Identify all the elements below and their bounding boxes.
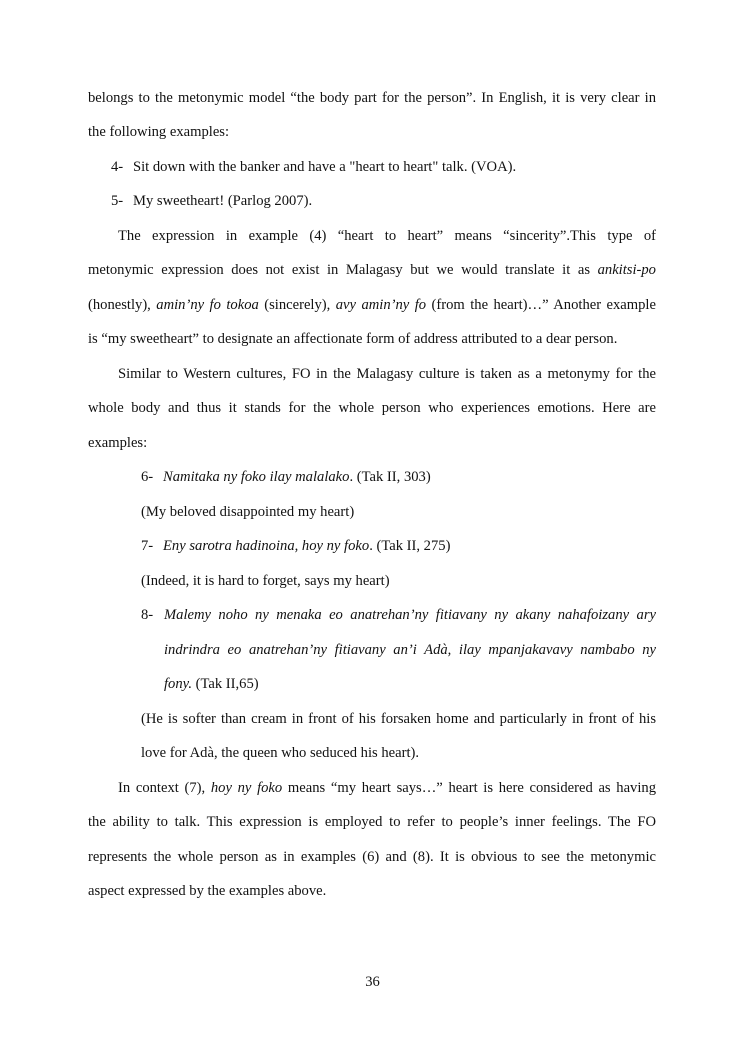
example-8-citation: (Tak II,65): [195, 676, 259, 692]
example-8-number-label: 8-: [141, 607, 154, 623]
example-5-text: My sweetheart! (Parlog 2007).: [133, 193, 313, 209]
example-6-citation: . (Tak II, 303): [349, 469, 431, 485]
example-4-number: 4-: [111, 159, 124, 175]
paragraph-2-line-3-text-a: (honestly),: [88, 297, 151, 313]
example-6-number: 6-: [141, 469, 154, 485]
paragraph-4-line-1: [118, 779, 656, 797]
paragraph-2-line-3-text-c: (from the heart)…” Another example: [431, 297, 656, 313]
paragraph-3-line-2: whole body and thus it stands for the whole person who experiences emotions. Here are: [88, 400, 656, 416]
page-number: 36: [365, 974, 380, 990]
paragraph-2-line-3: [88, 296, 656, 314]
example-8-line-3: [164, 675, 259, 693]
example-4: [111, 158, 516, 176]
paragraph-4-line-4: aspect expressed by the examples above.: [88, 883, 327, 899]
example-8-line-1: [164, 606, 656, 624]
example-6-malagasy: Namitaka ny foko ilay malalako: [163, 469, 350, 485]
example-8-malagasy-line-3: fony.: [164, 676, 192, 692]
malagasy-term-hoy-ny-foko: hoy ny foko: [210, 780, 283, 796]
example-5-number: 5-: [111, 193, 124, 209]
example-8-malagasy-line-2: indrindra eo anatrehan’ny fitiavany an’i Adà, ilay mpanjakavavy nambabo ny: [164, 642, 656, 658]
paragraph-2-line-3-text-b: (sincerely),: [264, 297, 331, 313]
example-7-citation: . (Tak II, 275): [369, 538, 451, 554]
paragraph-2-line-4: is “my sweetheart” to designate an affectionate form of address attributed to a dear person.: [88, 331, 618, 347]
paragraph-4-line-1-text-a: In context (7),: [118, 780, 206, 796]
example-8-number: [141, 606, 163, 624]
paragraph-2-line-1: The expression in example (4) “heart to heart” means “sincerity”.This type of: [118, 228, 656, 244]
paragraph-2-line-2: [88, 261, 656, 279]
paragraph-4-line-2: the ability to talk. This expression is employed to refer to people’s inner feelings. The FO: [88, 814, 656, 830]
malagasy-term-ankitsi-po: ankitsi-po: [597, 262, 656, 278]
paragraph-2-line-2-text: metonymic expression does not exist in Malagasy but we would translate it as: [88, 262, 591, 278]
example-7-malagasy: Eny sarotra hadinoina, hoy ny foko: [163, 538, 370, 554]
paragraph-1-line-1: belongs to the metonymic model “the body part for the person”. In English, it is very clear in: [88, 90, 656, 106]
paragraph-1-line-2: the following examples:: [88, 124, 230, 140]
example-8-translation-line-2: love for Adà, the queen who seduced his heart).: [141, 745, 420, 761]
paragraph-4-line-1-text-b: means “my heart says…” heart is here considered as having: [287, 780, 657, 796]
example-6-translation: (My beloved disappointed my heart): [141, 504, 355, 520]
example-5: [111, 192, 312, 210]
paragraph-3-line-1: Similar to Western cultures, FO in the Malagasy culture is taken as a metonymy for the: [118, 366, 656, 382]
example-7: [141, 537, 450, 555]
example-8-translation-line-1: (He is softer than cream in front of his forsaken home and particularly in front of his: [141, 711, 656, 727]
example-7-translation: (Indeed, it is hard to forget, says my heart): [141, 573, 390, 589]
paragraph-4-line-3: represents the whole person as in examples (6) and (8). It is obvious to see the metonymic: [88, 849, 656, 865]
example-4-text: Sit down with the banker and have a "heart to heart" talk. (VOA).: [133, 159, 517, 175]
example-8-line-2: [164, 641, 656, 659]
example-6: [141, 468, 431, 486]
malagasy-term-amin-ny-fo-tokoa: amin’ny fo tokoa: [156, 297, 259, 313]
example-7-number: 7-: [141, 538, 154, 554]
paragraph-3-line-3: examples:: [88, 435, 148, 451]
malagasy-term-avy-amin-ny-fo: avy amin’ny fo: [335, 297, 427, 313]
example-8-malagasy-line-1: Malemy noho ny menaka eo anatrehan’ny fitiavany ny akany nahafoizany ary: [164, 607, 656, 623]
